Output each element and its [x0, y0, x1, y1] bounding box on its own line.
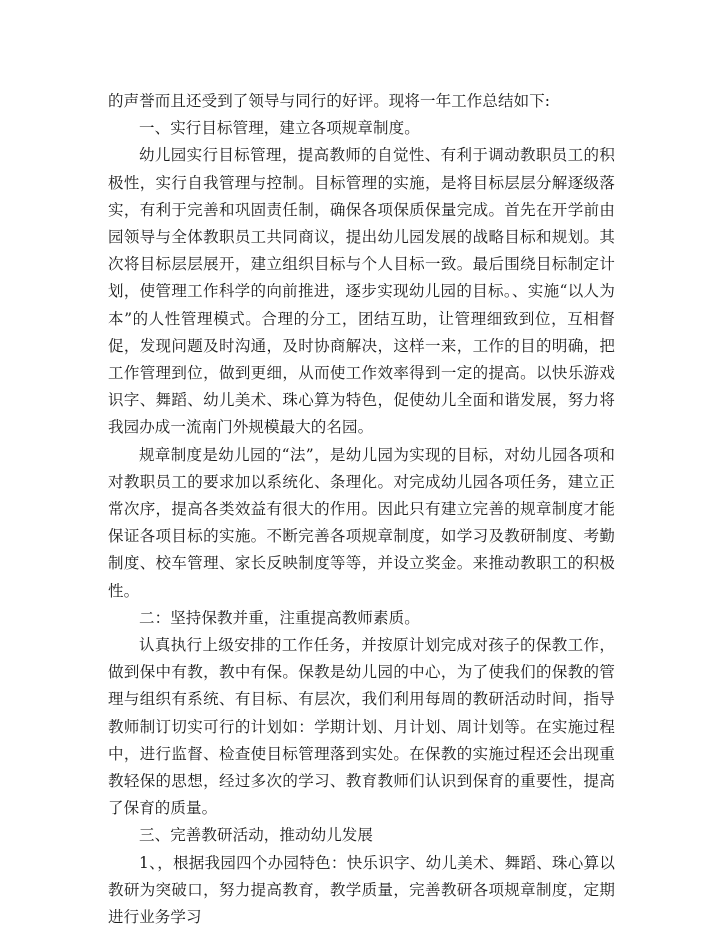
paragraph-intro-continuation: 的声誉而且还受到了领导与同行的好评。现将一年工作总结如下:	[108, 92, 551, 110]
paragraph-care-education: 认真执行上级安排的工作任务，并按原计划完成对孩子的保教工作，做到保中有教，教中有保。保教是幼儿园的中心，为了使我们的保教的管理与组织有系统、有目标、有层次，我们利用每周的教研活动时间，指导教师制订切实可行的计划如：学期计划、月计划、周计划等。在实施过程中，进行监督、检查使目标管理落到实处。在保教的实施过程还会出现重教轻保的思想，经过多次的学习、教育教师们认识到保育的重要性，提高了保育的质量。	[108, 636, 615, 818]
document-body	[108, 88, 615, 931]
paragraph-teaching-research: 1、，根据我园四个办园特色：快乐识字、幼儿美术、舞蹈、珠心算以教研为突破口，努力提高教育，教学质量，完善教研各项规章制度，定期进行业务学习	[108, 853, 615, 927]
section-heading-1: 一、实行目标管理，建立各项规章制度。	[139, 119, 420, 138]
section-heading-2: 二：坚持保教并重，注重提高教师素质。	[139, 608, 420, 627]
section-heading-3: 三、完善教研活动，推动幼儿发展	[139, 826, 374, 845]
paragraph-target-management: 幼儿园实行目标管理，提高教师的自觉性、有利于调动教职员工的积极性，实行自我管理与控制。目标管理的实施，是将目标层层分解逐级落实，有利于完善和巩固责任制，确保各项保质保量完成。首先在开学前由园领导与全体教职员工共同商议，提出幼儿园发展的战略目标和规划。其次将目标层层展开，建立组织目标与个人目标一致。最后围绕目标制定计划，使管理工作科学的向前推进，逐步实现幼儿园的目标。、实施“以人为本”的人性管理模式。合理的分工，团结互助，让管理细致到位，互相督促，发现问题及时沟通，及时协商解决，这样一来，工作的目的明确，把工作管理到位，做到更细，从而使工作效率得到一定的提高。以快乐游戏识字、舞蹈、幼儿美术、珠心算为特色，促使幼儿全面和谐发展，努力将我园办成一流南门外规模最大的名园。	[108, 146, 615, 437]
paragraph-rules-system: 规章制度是幼儿园的“法”，是幼儿园为实现的目标，对幼儿园各项和对教职员工的要求加以系统化、条理化。对完成幼儿园各项任务，建立正常次序，提高各类效益有很大的作用。因此只有建立完善的规章制度才能保证各项目标的实施。不断完善各项规章制度，如学习及教研制度、考勤制度、校车管理、家长反映制度等等，并设立奖金。来推动教职工的积极性。	[108, 445, 615, 600]
